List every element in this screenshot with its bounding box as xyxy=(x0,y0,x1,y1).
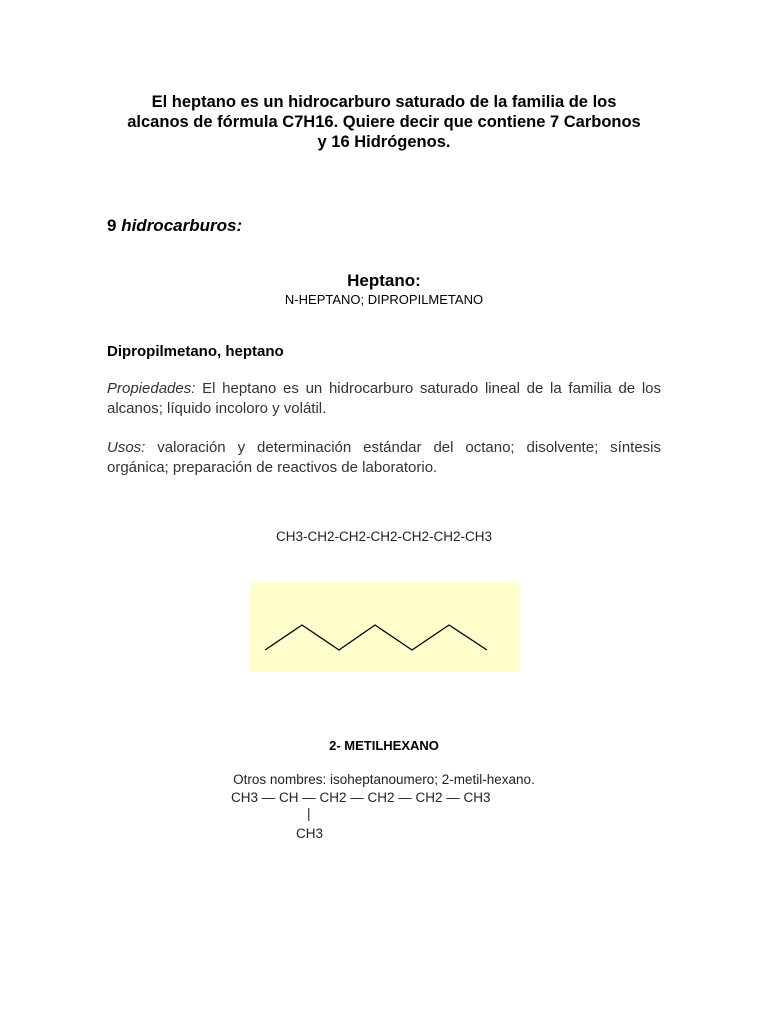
properties-text: El heptano es un hidrocarburo saturado lineal de la familia de los alcanos; líquido incoloro y volátil. xyxy=(107,380,661,417)
methylhexane-branch-group: CH3 xyxy=(296,826,324,841)
heptane-subtitle: N-HEPTANO; DIPROPILMETANO xyxy=(284,292,484,307)
heptane-synonyms: Dipropilmetano, heptano xyxy=(107,343,284,360)
hydrocarbon-count-heading xyxy=(107,216,242,236)
properties-paragraph xyxy=(107,379,661,419)
methylhexane-title: 2- METILHEXANO xyxy=(329,738,439,753)
methylhexane-branch-bond: | xyxy=(307,806,311,821)
carbon-chain-line xyxy=(265,625,487,650)
intro-line-1: El heptano es un hidrocarburo saturado de la familia de los xyxy=(151,93,617,111)
uses-paragraph xyxy=(107,438,661,478)
intro-line-3: y 16 Hidrógenos. xyxy=(317,133,451,151)
intro-paragraph xyxy=(100,92,668,152)
intro-line-2: alcanos de fórmula C7H16. Quiere decir que contiene 7 Carbonos xyxy=(127,113,641,131)
count-label: hidrocarburos: xyxy=(121,216,243,235)
heptane-formula: CH3-CH2-CH2-CH2-CH2-CH2-CH3 xyxy=(275,529,493,544)
methylhexane-other-names: Otros nombres: isoheptanoumero; 2-metil-hexano. xyxy=(233,772,535,787)
heptane-title: Heptano: xyxy=(347,271,421,290)
methylhexane-main-chain: CH3 — CH — CH2 — CH2 — CH2 — CH3 xyxy=(231,790,491,805)
uses-text: valoración y determinación estándar del octano; disolvente; síntesis orgánica; preparación de reactivos de laboratorio. xyxy=(107,439,662,476)
count-number: 9 xyxy=(107,216,117,235)
heptane-structure-figure xyxy=(249,582,519,671)
uses-label: Usos: xyxy=(107,439,146,456)
zigzag-structure-icon xyxy=(249,582,519,671)
properties-label: Propiedades: xyxy=(107,380,196,397)
